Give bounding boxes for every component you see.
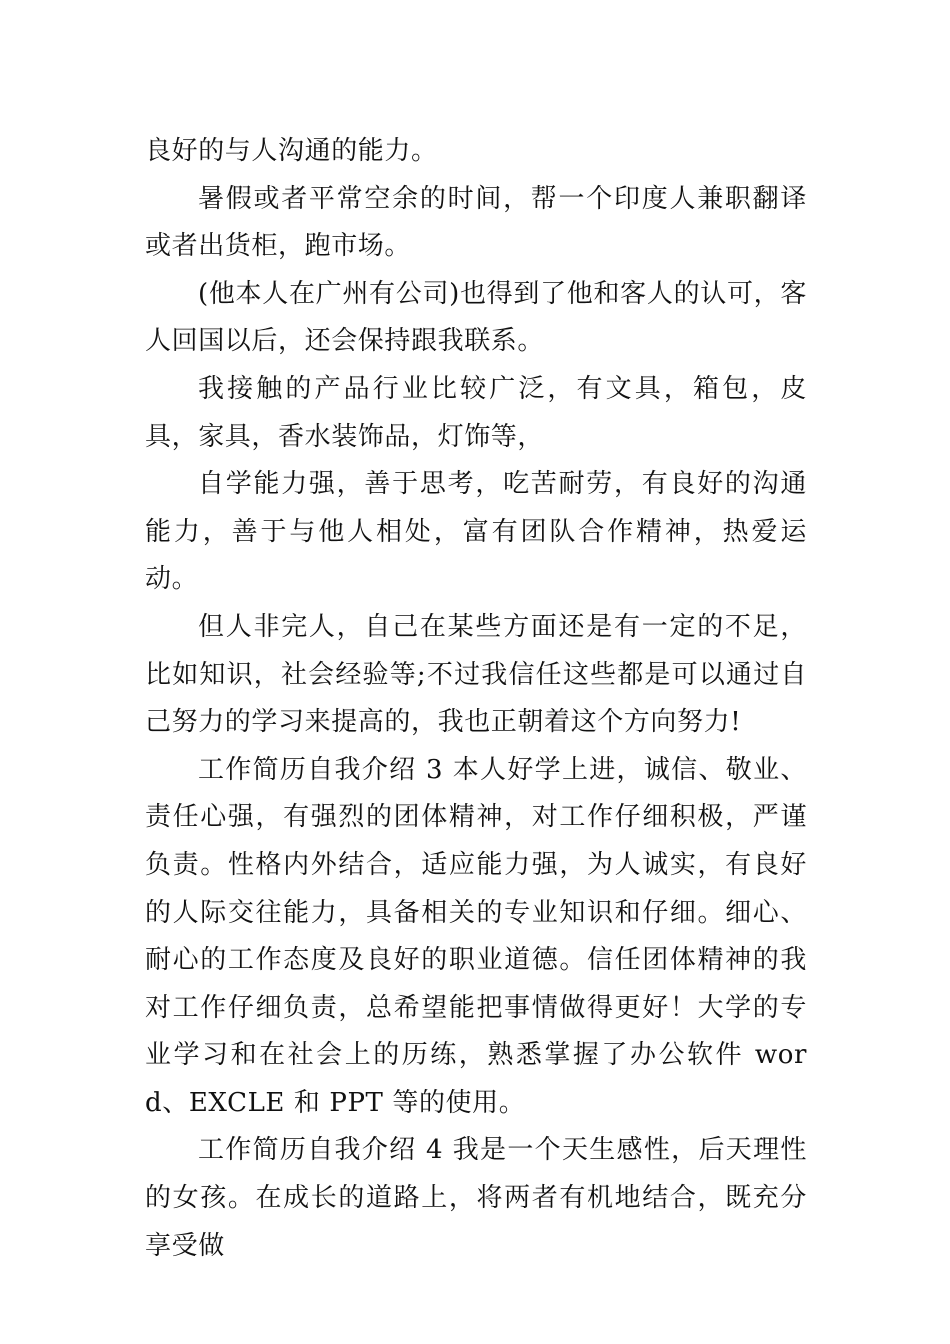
paragraph-1: 良好的与人沟通的能力。 [145,136,438,166]
paragraph-5: 自学能力强，善于思考，吃苦耐劳，有良好的沟通能力，善于与他人相处，富有团队合作精神，热爱运动。 [145,469,807,595]
paragraph-4: 我接触的产品行业比较广泛，有文具，箱包，皮具，家具，香水装饰品，灯饰等， [145,373,807,452]
paragraph-7: 工作简历自我介绍 3 本人好学上进，诚信、敬业、责任心强，有强烈的团体精神，对工作仔细积极，严谨负责。性格内外结合，适应能力强，为人诚实，有良好的人际交往能力，具备相关的专业知识和仔细。细心、耐心的工作态度及良好的职业道德。信任团体精神的我对工作仔细负责，总希望能把事情做得更好！大学的专业学习和在社会上的历练，熟悉掌握了办公软件 word、EXCLE 和 PPT 等的使用。 [145,754,807,1118]
paragraph-6: 但人非完人，自己在某些方面还是有一定的不足，比如知识，社会经验等;不过我信任这些都是可以通过自己努力的学习来提高的，我也正朝着这个方向努力! [145,611,807,738]
paragraph-8: 工作简历自我介绍 4 我是一个天生感性，后天理性的女孩。在成长的道路上，将两者有机地结合，既充分享受做 [145,1135,807,1261]
paragraph-3: (他本人在广州有公司)也得到了他和客人的认可，客人回国以后，还会保持跟我联系。 [145,278,807,357]
paragraph-2: 暑假或者平常空余的时间，帮一个印度人兼职翻译或者出货柜，跑市场。 [145,183,807,262]
document-body [145,128,807,1270]
